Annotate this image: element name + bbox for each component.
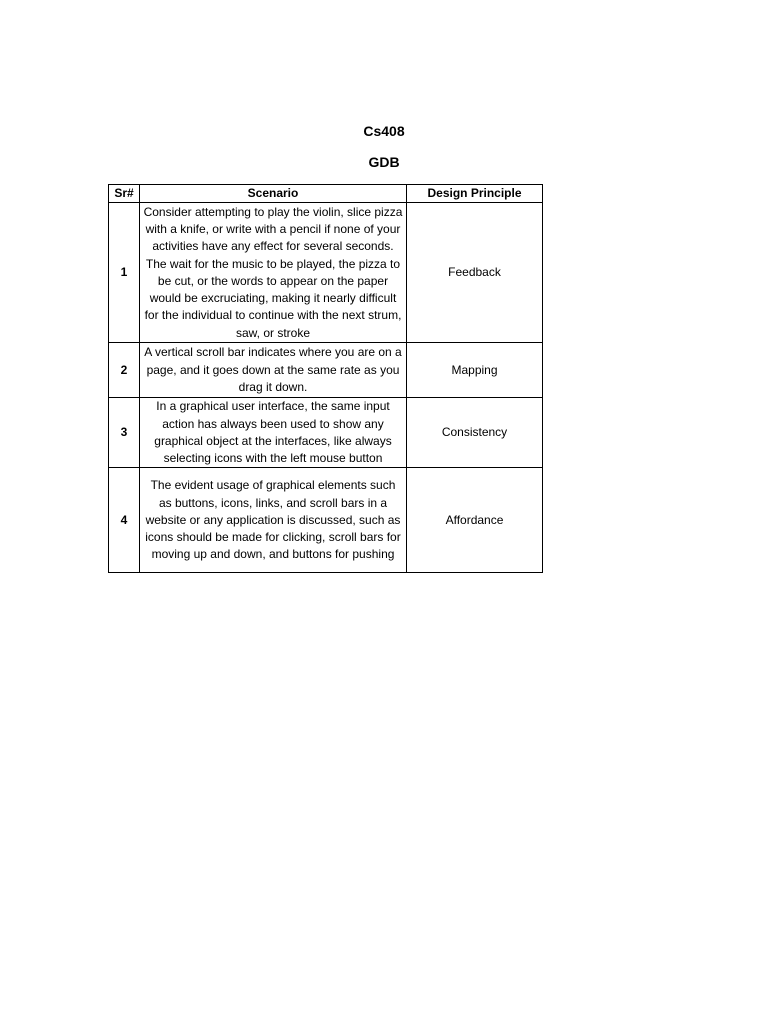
row-sr-number: 1 bbox=[109, 203, 140, 343]
table-row bbox=[109, 343, 543, 398]
header-scenario: Scenario bbox=[140, 185, 407, 203]
row-scenario: The evident usage of graphical elements such as buttons, icons, links, and scroll bars in a website or any application is discussed, such as icons should be made for clicking, scroll bars for moving up and down, and buttons for pushing bbox=[140, 468, 407, 573]
header-sr: Sr# bbox=[109, 185, 140, 203]
row-design-principle: Consistency bbox=[407, 398, 543, 468]
document-subtitle: GDB bbox=[368, 154, 400, 170]
table-header-row bbox=[109, 185, 543, 203]
design-principles-table bbox=[108, 184, 543, 573]
row-scenario: A vertical scroll bar indicates where you are on a page, and it goes down at the same rate as you drag it down. bbox=[140, 343, 407, 398]
row-design-principle: Affordance bbox=[407, 468, 543, 573]
row-design-principle: Feedback bbox=[407, 203, 543, 343]
table-row bbox=[109, 468, 543, 573]
row-design-principle: Mapping bbox=[407, 343, 543, 398]
row-sr-number: 3 bbox=[109, 398, 140, 468]
document-title: Cs408 bbox=[363, 123, 405, 139]
row-sr-number: 2 bbox=[109, 343, 140, 398]
table-row bbox=[109, 203, 543, 343]
table-row bbox=[109, 398, 543, 468]
row-scenario: Consider attempting to play the violin, slice pizza with a knife, or write with a pencil if none of your activities have any effect for several seconds. The wait for the music to be played, the pizza to be cut, or the words to appear on the paper would be excruciating, making it nearly difficult for the individual to continue with the next strum, saw, or stroke bbox=[140, 203, 407, 343]
row-sr-number: 4 bbox=[109, 468, 140, 573]
header-design-principle: Design Principle bbox=[407, 185, 543, 203]
row-scenario: In a graphical user interface, the same input action has always been used to show any graphical object at the interfaces, like always selecting icons with the left mouse button bbox=[140, 398, 407, 468]
